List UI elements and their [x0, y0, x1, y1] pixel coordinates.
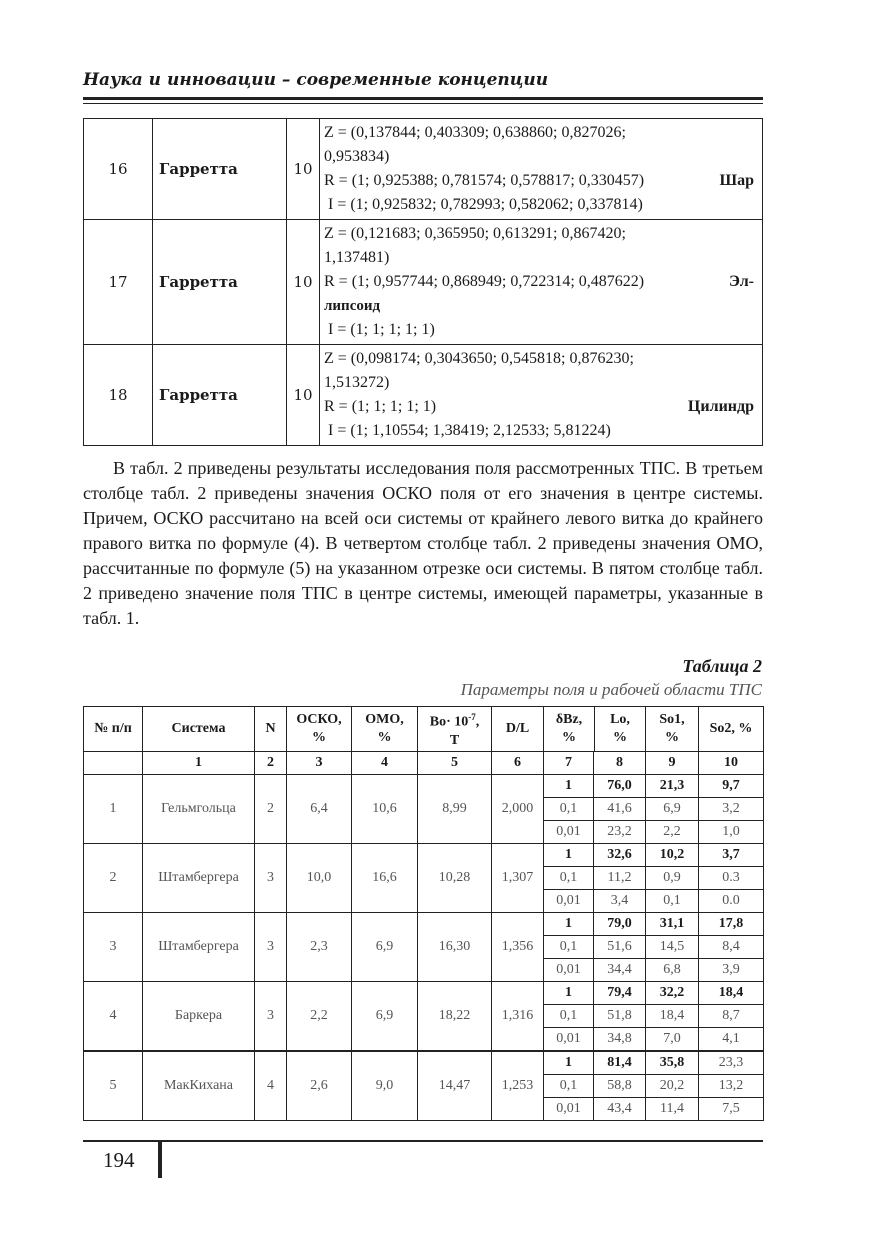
cell-dbz: 0,1 — [544, 798, 594, 821]
cell-dbz: 1 — [544, 844, 594, 867]
coil-count: 10 — [287, 345, 320, 446]
cell-dbz: 0,01 — [544, 890, 594, 913]
col-header-bo: $Bo\cdot 10^{-7}$, Т — [418, 707, 492, 752]
shape-label: Шар — [719, 172, 754, 189]
column-index: 8 — [594, 752, 646, 775]
cell-dl: 1,356 — [492, 913, 544, 982]
system-name: Гарретта — [153, 345, 287, 446]
cell-dbz: 0,1 — [544, 936, 594, 959]
cell-system: Штамбергера — [143, 844, 255, 913]
cell-so1: 0,9 — [646, 867, 699, 890]
cell-osko: 6,4 — [287, 775, 352, 844]
z-line-cont: 1,513272) — [324, 374, 390, 391]
cell-so2: 0.3 — [699, 867, 764, 890]
cell-dl: 1,253 — [492, 1051, 544, 1121]
cell-dbz: 0,1 — [544, 1075, 594, 1098]
col-header-dbz-group — [544, 707, 646, 752]
table-row — [84, 982, 764, 1005]
col-header-n: N — [255, 707, 287, 752]
row-number: 17 — [84, 220, 153, 345]
cell-dl: 1,307 — [492, 844, 544, 913]
cell-system: Гельмгольца — [143, 775, 255, 844]
cell-omo: 6,9 — [352, 913, 418, 982]
cell-bo: 18,22 — [418, 982, 492, 1052]
table-row — [84, 844, 764, 867]
r-line — [324, 169, 754, 193]
page-number-bar — [158, 1142, 162, 1178]
cell-dbz: 1 — [544, 775, 594, 798]
cell-so1: 32,2 — [646, 982, 699, 1005]
cell-so2: 17,8 — [699, 913, 764, 936]
cell-so2: 23,3 — [699, 1051, 764, 1075]
cell-dbz: 1 — [544, 913, 594, 936]
cell-lo: 34,4 — [594, 959, 646, 982]
column-index: 10 — [699, 752, 764, 775]
z-line-cont: 0,953834) — [324, 148, 390, 165]
row-number: 16 — [84, 119, 153, 220]
z-line: Z = (0,137844; 0,403309; 0,638860; 0,827026; — [324, 124, 626, 141]
cell-so1: 31,1 — [646, 913, 699, 936]
cell-so2: 8,4 — [699, 936, 764, 959]
cell-lo: 11,2 — [594, 867, 646, 890]
cell-so2: 0.0 — [699, 890, 764, 913]
cell-n: 3 — [255, 844, 287, 913]
coil-parameters — [320, 345, 763, 446]
cell-so2: 3,2 — [699, 798, 764, 821]
cell-lo: 79,4 — [594, 982, 646, 1005]
cell-so1: 35,8 — [646, 1051, 699, 1075]
i-line: I = (1; 1; 1; 1; 1) — [328, 321, 435, 338]
cell-bo: 14,47 — [418, 1051, 492, 1121]
cell-num: 5 — [84, 1051, 143, 1121]
shape-label-cont: липсоид — [324, 298, 381, 314]
coil-parameters — [320, 220, 763, 345]
table-header-row — [84, 707, 764, 752]
system-name: Гарретта — [153, 220, 287, 345]
table-subtitle: Параметры поля и рабочей области ТПС — [460, 680, 762, 699]
r-values: R = (1; 0,957744; 0,868949; 0,722314; 0,487622) — [324, 273, 645, 290]
cell-lo: 51,8 — [594, 1005, 646, 1028]
r-line — [324, 395, 754, 419]
column-index: 1 — [143, 752, 255, 775]
column-index: 7 — [544, 752, 594, 775]
cell-so2: 4,1 — [699, 1028, 764, 1052]
z-line: Z = (0,098174; 0,3043650; 0,545818; 0,876230; — [324, 350, 634, 367]
cell-dl: 1,316 — [492, 982, 544, 1052]
shape-label: Эл- — [729, 273, 754, 290]
row-number: 18 — [84, 345, 153, 446]
z-line-cont: 1,137481) — [324, 249, 390, 266]
field-parameters-table — [83, 706, 764, 1121]
cell-lo: 81,4 — [594, 1051, 646, 1075]
cell-dl: 2,000 — [492, 775, 544, 844]
cell-dbz: 0,01 — [544, 821, 594, 844]
cell-system: Баркера — [143, 982, 255, 1052]
cell-so1: 7,0 — [646, 1028, 699, 1052]
running-title: Наука и инновации – современные концепции — [83, 70, 549, 90]
cell-osko: 2,3 — [287, 913, 352, 982]
column-index: 3 — [287, 752, 352, 775]
cell-so1: 0,1 — [646, 890, 699, 913]
table-row — [84, 913, 764, 936]
cell-so2: 9,7 — [699, 775, 764, 798]
cell-so2: 3,9 — [699, 959, 764, 982]
cell-omo: 10,6 — [352, 775, 418, 844]
cell-lo: 76,0 — [594, 775, 646, 798]
column-index: 5 — [418, 752, 492, 775]
cell-so1: 11,4 — [646, 1098, 699, 1121]
table-caption: Таблица 2 — [682, 656, 762, 676]
cell-n: 2 — [255, 775, 287, 844]
table-row — [84, 1051, 764, 1075]
col-header-dl: D/L — [492, 707, 544, 752]
col-header-lo: Lo, % — [610, 712, 630, 745]
r-line — [324, 270, 754, 294]
cell-so2: 18,4 — [699, 982, 764, 1005]
cell-lo: 51,6 — [594, 936, 646, 959]
cell-lo: 23,2 — [594, 821, 646, 844]
cell-dbz: 0,01 — [544, 1098, 594, 1121]
cell-so1: 6,9 — [646, 798, 699, 821]
col-header-system: Система — [143, 707, 255, 752]
cell-so1: 14,5 — [646, 936, 699, 959]
cell-lo: 41,6 — [594, 798, 646, 821]
page-number: 194 — [103, 1148, 135, 1172]
cell-bo: 10,28 — [418, 844, 492, 913]
cell-so1: 2,2 — [646, 821, 699, 844]
cell-n: 4 — [255, 1051, 287, 1121]
col-header-so1: So1, % — [646, 707, 699, 752]
column-index: 6 — [492, 752, 544, 775]
table-row — [84, 220, 763, 345]
system-name: Гарретта — [153, 119, 287, 220]
column-index: 9 — [646, 752, 699, 775]
column-index: 4 — [352, 752, 418, 775]
cell-so1: 21,3 — [646, 775, 699, 798]
col-header-dbz: δBz, % — [544, 707, 595, 751]
r-values: R = (1; 1; 1; 1; 1) — [324, 398, 437, 415]
coil-count: 10 — [287, 119, 320, 220]
col-header-num: № п/п — [84, 707, 143, 752]
cell-so1: 10,2 — [646, 844, 699, 867]
cell-so2: 13,2 — [699, 1075, 764, 1098]
cell-osko: 10,0 — [287, 844, 352, 913]
cell-so2: 8,7 — [699, 1005, 764, 1028]
i-line: I = (1; 0,925832; 0,782993; 0,582062; 0,337814) — [328, 196, 643, 213]
cell-n: 3 — [255, 982, 287, 1052]
col-header-osko: ОСКО, % — [287, 707, 352, 752]
header-rule — [83, 97, 763, 100]
r-values: R = (1; 0,925388; 0,781574; 0,578817; 0,330457) — [324, 172, 645, 189]
cell-system: МакКихана — [143, 1051, 255, 1121]
cell-dbz: 0,01 — [544, 1028, 594, 1052]
table-row — [84, 119, 763, 220]
column-index — [84, 752, 143, 775]
table-row — [84, 775, 764, 798]
column-index-row — [84, 752, 764, 775]
cell-so2: 7,5 — [699, 1098, 764, 1121]
cell-bo: 16,30 — [418, 913, 492, 982]
cell-dbz: 1 — [544, 1051, 594, 1075]
cell-so1: 6,8 — [646, 959, 699, 982]
cell-osko: 2,2 — [287, 982, 352, 1052]
coil-count: 10 — [287, 220, 320, 345]
cell-osko: 2,6 — [287, 1051, 352, 1121]
cell-num: 2 — [84, 844, 143, 913]
cell-lo: 58,8 — [594, 1075, 646, 1098]
cell-lo: 3,4 — [594, 890, 646, 913]
col-header-omo: ОМО, % — [352, 707, 418, 752]
cell-so2: 3,7 — [699, 844, 764, 867]
i-line: I = (1; 1,10554; 1,38419; 2,12533; 5,81224) — [328, 422, 611, 439]
col-header-so2: So2, % — [699, 707, 764, 752]
table-row — [84, 345, 763, 446]
cell-num: 1 — [84, 775, 143, 844]
cell-num: 3 — [84, 913, 143, 982]
header-rule-thin — [83, 103, 763, 104]
cell-bo: 8,99 — [418, 775, 492, 844]
cell-lo: 34,8 — [594, 1028, 646, 1052]
coil-parameters — [320, 119, 763, 220]
shape-label: Цилиндр — [687, 398, 754, 415]
cell-lo: 32,6 — [594, 844, 646, 867]
cell-so1: 20,2 — [646, 1075, 699, 1098]
footer-rule — [83, 1140, 763, 1142]
cell-dbz: 0,1 — [544, 1005, 594, 1028]
cell-dbz: 1 — [544, 982, 594, 1005]
cell-omo: 16,6 — [352, 844, 418, 913]
parameters-table — [83, 118, 763, 446]
cell-lo: 43,4 — [594, 1098, 646, 1121]
paragraph-text: В табл. 2 приведены результаты исследования поля рассмотренных ТПС. В третьем столбце табл. 2 приведены значения ОСКО поля от его значения в центре системы. Причем, ОСКО рассчитано на всей оси системы от крайнего левого витка до крайнего правого витка по формуле (4). В четвертом столбце табл. 2 приведены значения ОМО, рассчитанные по формуле (5) на указанном отрезке оси системы. В пятом столбце табл. 2 приведено значение поля ТПС в центре системы, имеющей параметры, указанные в табл. 1. — [83, 458, 763, 628]
z-line: Z = (0,121683; 0,365950; 0,613291; 0,867420; — [324, 225, 626, 242]
body-paragraph — [83, 456, 763, 631]
cell-omo: 9,0 — [352, 1051, 418, 1121]
cell-dbz: 0,1 — [544, 867, 594, 890]
cell-n: 3 — [255, 913, 287, 982]
column-index: 2 — [255, 752, 287, 775]
cell-system: Штамбергера — [143, 913, 255, 982]
cell-lo: 79,0 — [594, 913, 646, 936]
cell-omo: 6,9 — [352, 982, 418, 1052]
cell-so2: 1,0 — [699, 821, 764, 844]
cell-so1: 18,4 — [646, 1005, 699, 1028]
cell-num: 4 — [84, 982, 143, 1052]
cell-dbz: 0,01 — [544, 959, 594, 982]
